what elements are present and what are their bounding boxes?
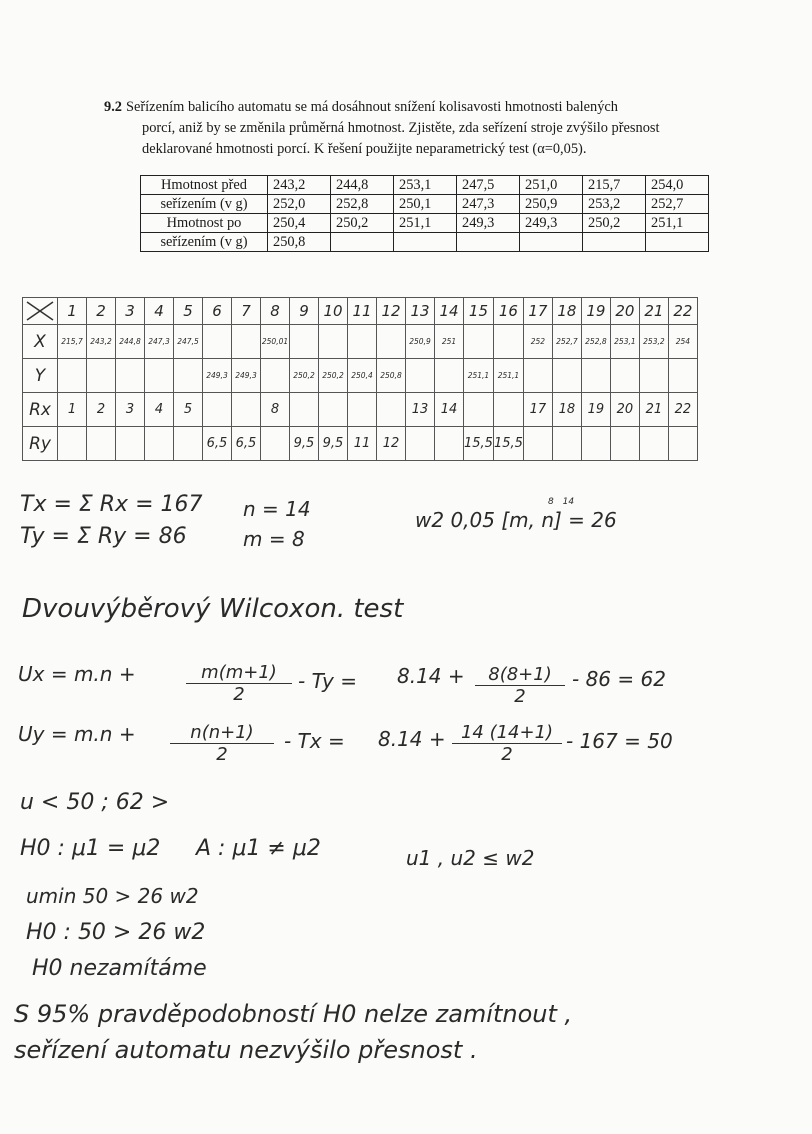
rank-cell xyxy=(116,427,145,461)
h0-line: H0 : μ1 = μ2 xyxy=(20,836,161,861)
rank-cell xyxy=(203,393,232,427)
rank-table-row xyxy=(23,427,698,461)
rank-cell: 20 xyxy=(610,393,639,427)
sorted-value-cell: 250,2 xyxy=(319,359,348,393)
weight-cell: 250,2 xyxy=(331,214,394,233)
rank-table-row xyxy=(23,393,698,427)
rank-row-label: Rx xyxy=(23,393,58,427)
h0-decision: H0 nezamítáme xyxy=(32,956,207,981)
rank-cell xyxy=(348,393,377,427)
rank-table xyxy=(22,297,698,461)
column-index: 21 xyxy=(639,298,668,325)
rank-cell xyxy=(464,393,494,427)
sorted-value-cell: 243,2 xyxy=(87,325,116,359)
data-table xyxy=(140,175,709,252)
interval: u < 50 ; 62 > xyxy=(20,790,170,815)
rank-cell xyxy=(639,427,668,461)
weight-cell: 251,0 xyxy=(520,176,583,195)
rank-cell xyxy=(58,427,87,461)
weight-cell: 247,5 xyxy=(457,176,520,195)
rank-cell: 6,5 xyxy=(203,427,232,461)
umin-line: umin 50 > 26 w2 xyxy=(26,884,199,908)
rank-cell xyxy=(145,427,174,461)
sorted-value-cell xyxy=(232,325,261,359)
sorted-value-cell xyxy=(377,325,406,359)
weight-cell: 253,1 xyxy=(394,176,457,195)
rank-cell xyxy=(406,427,435,461)
weight-cell: 215,7 xyxy=(583,176,646,195)
rank-cell: 13 xyxy=(406,393,435,427)
rank-cell: 9,5 xyxy=(290,427,319,461)
rank-cell: 21 xyxy=(639,393,668,427)
weight-cell xyxy=(394,233,457,252)
sorted-value-cell xyxy=(145,359,174,393)
sorted-value-cell xyxy=(58,359,87,393)
column-index: 20 xyxy=(610,298,639,325)
sorted-value-cell: 215,7 xyxy=(58,325,87,359)
rank-cell: 15,5 xyxy=(493,427,523,461)
weight-cell: 253,2 xyxy=(583,195,646,214)
conclusion-1: S 95% pravděpodobností H0 nelze zamítnout , xyxy=(14,1000,573,1028)
weight-cell: 249,3 xyxy=(457,214,520,233)
sorted-value-cell xyxy=(435,359,464,393)
rank-cell xyxy=(581,427,610,461)
sorted-value-cell xyxy=(639,359,668,393)
rank-cell xyxy=(435,427,464,461)
rank-row-label: X xyxy=(23,325,58,359)
weight-cell: 252,0 xyxy=(268,195,331,214)
weight-cell: 249,3 xyxy=(520,214,583,233)
rank-cell xyxy=(232,393,261,427)
weight-cell: 250,1 xyxy=(394,195,457,214)
weight-cell: 247,3 xyxy=(457,195,520,214)
sorted-value-cell xyxy=(668,359,697,393)
sorted-value-cell: 244,8 xyxy=(116,325,145,359)
sorted-value-cell: 247,3 xyxy=(145,325,174,359)
h0-compare: H0 : 50 > 26 w2 xyxy=(26,920,206,945)
row-label: Hmotnost před xyxy=(141,176,268,195)
sorted-value-cell: 251,1 xyxy=(464,359,494,393)
weight-cell: 251,1 xyxy=(394,214,457,233)
sorted-value-cell xyxy=(174,359,203,393)
sorted-value-cell xyxy=(493,325,523,359)
uy-rhs: - Tx = xyxy=(284,729,345,753)
sorted-value-cell: 253,2 xyxy=(639,325,668,359)
weight-cell: 250,8 xyxy=(268,233,331,252)
tx-line: Tx = Σ Rx = 167 xyxy=(20,492,203,517)
rank-cell: 3 xyxy=(116,393,145,427)
rank-cell xyxy=(261,427,290,461)
row-label: seřízením (v g) xyxy=(141,233,268,252)
rank-cell: 1 xyxy=(58,393,87,427)
weight-cell: 254,0 xyxy=(646,176,709,195)
rank-table-row xyxy=(23,359,698,393)
column-index: 15 xyxy=(464,298,494,325)
rank-cell: 12 xyxy=(377,427,406,461)
weight-cell: 251,1 xyxy=(646,214,709,233)
weight-cell xyxy=(583,233,646,252)
uy-result: - 167 = 50 xyxy=(566,729,673,753)
column-index: 2 xyxy=(87,298,116,325)
rank-cell: 17 xyxy=(523,393,552,427)
rank-cell: 15,5 xyxy=(464,427,494,461)
column-index: 12 xyxy=(377,298,406,325)
weight-cell: 252,7 xyxy=(646,195,709,214)
sorted-value-cell xyxy=(406,359,435,393)
rank-cell: 14 xyxy=(435,393,464,427)
sorted-value-cell: 254 xyxy=(668,325,697,359)
ux-calc-num: 8(8+1) xyxy=(475,664,565,686)
weight-cell: 250,4 xyxy=(268,214,331,233)
m-line: m = 8 xyxy=(243,527,305,551)
sorted-value-cell: 250,8 xyxy=(377,359,406,393)
sorted-value-cell: 253,1 xyxy=(610,325,639,359)
rank-cell: 6,5 xyxy=(232,427,261,461)
column-index: 13 xyxy=(406,298,435,325)
problem-line-2: porcí, aniž by se změnila průměrná hmotnost. Zjistěte, zda seřízení stroje zvýšilo přesnost xyxy=(142,120,660,136)
uy-frac-num: n(n+1) xyxy=(170,722,274,744)
data-table-row xyxy=(141,195,709,214)
data-table-row xyxy=(141,214,709,233)
sorted-value-cell: 249,3 xyxy=(203,359,232,393)
weight-cell xyxy=(646,233,709,252)
cross-out-icon xyxy=(23,298,58,325)
ux-lhs: Ux = m.n + xyxy=(18,662,136,686)
ux-rhs: - Ty = xyxy=(298,669,358,693)
sorted-value-cell xyxy=(261,359,290,393)
rank-table-row xyxy=(23,325,698,359)
rank-cell: 4 xyxy=(145,393,174,427)
sorted-value-cell xyxy=(581,359,610,393)
sorted-value-cell: 250,2 xyxy=(290,359,319,393)
ha-line: A : μ1 ≠ μ2 xyxy=(196,836,321,861)
ux-frac-den: 2 xyxy=(233,684,245,705)
sorted-value-cell: 250,4 xyxy=(348,359,377,393)
sorted-value-cell xyxy=(552,359,581,393)
sorted-value-cell: 252,8 xyxy=(581,325,610,359)
weight-cell: 252,8 xyxy=(331,195,394,214)
column-index: 16 xyxy=(493,298,523,325)
rank-cell: 19 xyxy=(581,393,610,427)
column-index: 22 xyxy=(668,298,697,325)
rank-cell: 2 xyxy=(87,393,116,427)
rank-cell xyxy=(290,393,319,427)
uy-lhs: Uy = m.n + xyxy=(18,722,136,746)
rank-cell xyxy=(552,427,581,461)
conclusion-2: seřízení automatu nezvýšilo přesnost . xyxy=(14,1036,478,1064)
column-index: 8 xyxy=(261,298,290,325)
weight-cell xyxy=(457,233,520,252)
column-index: 4 xyxy=(145,298,174,325)
ux-calc: 8.14 + xyxy=(397,664,465,688)
rank-cell: 11 xyxy=(348,427,377,461)
rank-cell: 22 xyxy=(668,393,697,427)
weight-cell xyxy=(331,233,394,252)
uy-calc-den: 2 xyxy=(501,744,513,765)
column-index: 19 xyxy=(581,298,610,325)
critical-value: w2 0,05 [m, n] = 26 xyxy=(415,508,617,532)
uy-frac-den: 2 xyxy=(216,744,228,765)
sorted-value-cell xyxy=(348,325,377,359)
problem-line-1: 9.2 Seřízením balicího automatu se má dosáhnout snížení kolisavosti hmotnosti balených xyxy=(104,99,618,115)
sorted-value-cell: 251,1 xyxy=(493,359,523,393)
rank-table-header xyxy=(23,298,698,325)
sorted-value-cell xyxy=(523,359,552,393)
column-index: 17 xyxy=(523,298,552,325)
row-label: Hmotnost po xyxy=(141,214,268,233)
column-index: 11 xyxy=(348,298,377,325)
rank-cell xyxy=(668,427,697,461)
sorted-value-cell xyxy=(203,325,232,359)
data-table-row xyxy=(141,176,709,195)
weight-cell: 243,2 xyxy=(268,176,331,195)
column-index: 1 xyxy=(58,298,87,325)
problem-text xyxy=(104,97,744,160)
rank-cell xyxy=(174,427,203,461)
sorted-value-cell: 250,01 xyxy=(261,325,290,359)
problem-line-3: deklarované hmotnosti porcí. K řešení použijte neparametrický test (α=0,05). xyxy=(142,141,587,157)
rank-cell: 8 xyxy=(261,393,290,427)
rank-cell xyxy=(377,393,406,427)
sorted-value-cell: 251 xyxy=(435,325,464,359)
u-condition: u1 , u2 ≤ w2 xyxy=(406,846,535,870)
ux-frac-num: m(m+1) xyxy=(186,662,292,684)
weight-cell: 250,9 xyxy=(520,195,583,214)
sorted-value-cell xyxy=(464,325,494,359)
column-index: 18 xyxy=(552,298,581,325)
rank-cell xyxy=(523,427,552,461)
sorted-value-cell: 250,9 xyxy=(406,325,435,359)
sorted-value-cell xyxy=(116,359,145,393)
weight-cell: 250,2 xyxy=(583,214,646,233)
column-index: 9 xyxy=(290,298,319,325)
rank-cell: 9,5 xyxy=(319,427,348,461)
data-table-row xyxy=(141,233,709,252)
sorted-value-cell: 252,7 xyxy=(552,325,581,359)
column-index: 14 xyxy=(435,298,464,325)
ux-calc-den: 2 xyxy=(514,686,526,707)
rank-cell: 5 xyxy=(174,393,203,427)
column-index: 7 xyxy=(232,298,261,325)
column-index: 3 xyxy=(116,298,145,325)
rank-row-label: Y xyxy=(23,359,58,393)
sorted-value-cell xyxy=(290,325,319,359)
rank-cell: 18 xyxy=(552,393,581,427)
test-name: Dvouvýběrový Wilcoxon. test xyxy=(22,594,404,624)
row-label: seřízením (v g) xyxy=(141,195,268,214)
weight-cell: 244,8 xyxy=(331,176,394,195)
uy-calc: 8.14 + xyxy=(378,727,446,751)
column-index: 5 xyxy=(174,298,203,325)
rank-cell xyxy=(87,427,116,461)
sorted-value-cell xyxy=(610,359,639,393)
ux-result: - 86 = 62 xyxy=(572,667,666,691)
crit-sup: 8 14 xyxy=(548,497,575,507)
sorted-value-cell: 249,3 xyxy=(232,359,261,393)
rank-cell xyxy=(610,427,639,461)
sorted-value-cell xyxy=(319,325,348,359)
rank-cell xyxy=(493,393,523,427)
weight-cell xyxy=(520,233,583,252)
problem-number: 9.2 xyxy=(104,99,122,115)
sorted-value-cell: 252 xyxy=(523,325,552,359)
rank-row-label: Ry xyxy=(23,427,58,461)
column-index: 6 xyxy=(203,298,232,325)
sorted-value-cell: 247,5 xyxy=(174,325,203,359)
uy-calc-num: 14 (14+1) xyxy=(452,722,562,744)
rank-cell xyxy=(319,393,348,427)
ty-line: Ty = Σ Ry = 86 xyxy=(20,524,187,549)
n-line: n = 14 xyxy=(243,497,311,521)
column-index: 10 xyxy=(319,298,348,325)
sorted-value-cell xyxy=(87,359,116,393)
